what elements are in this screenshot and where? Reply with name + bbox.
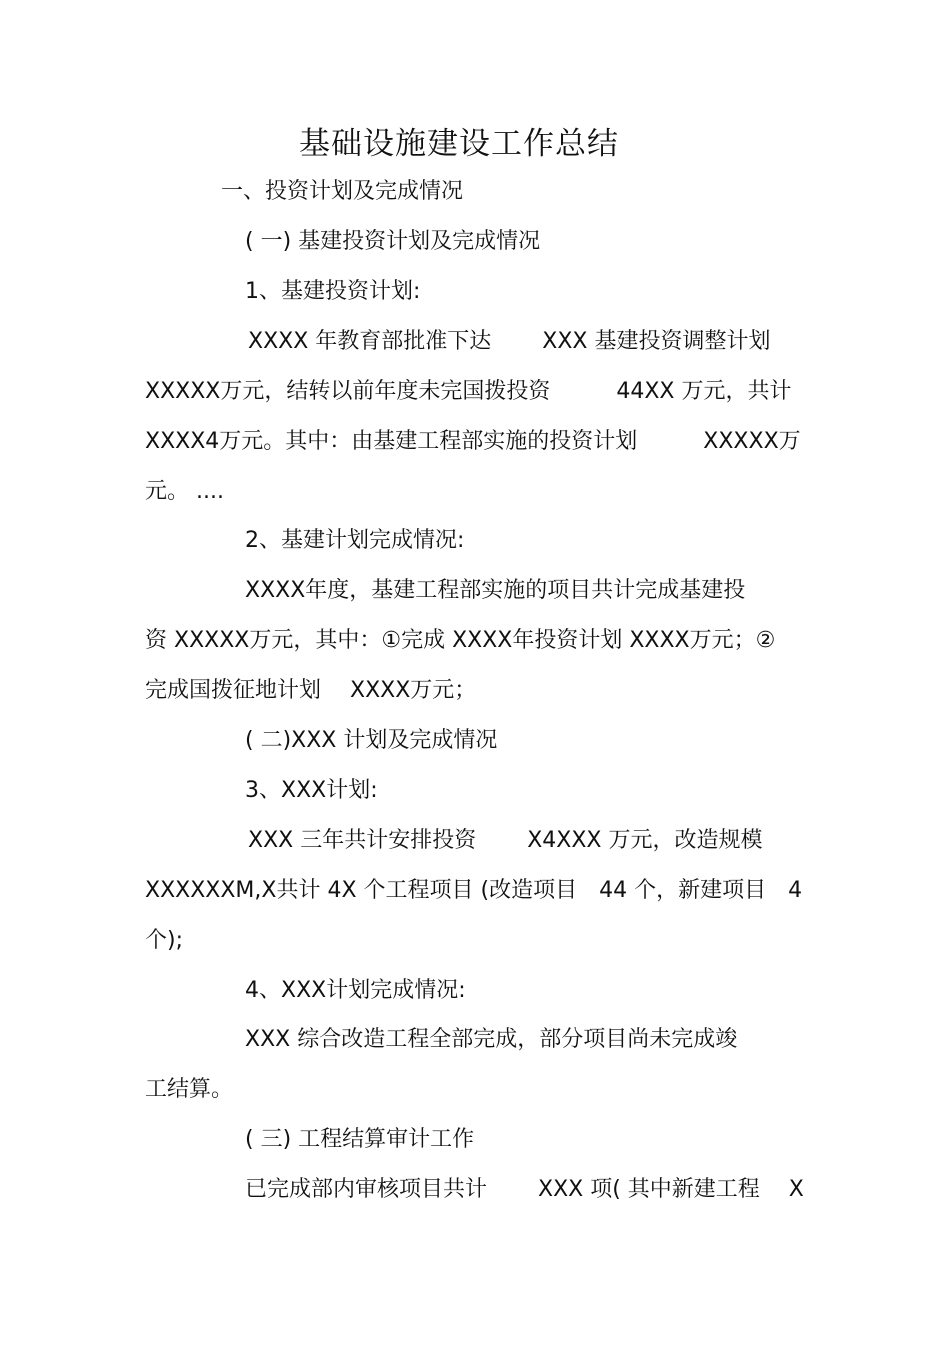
- paragraph-line: XXX 三年共计安排投资 X4XXX 万元，改造规模: [248, 828, 763, 853]
- subsection-heading-1: ( 一) 基建投资计划及完成情况: [245, 229, 541, 254]
- paragraph-line: XXXX 年教育部批准下达 XXX 基建投资调整计划: [248, 329, 771, 354]
- paragraph-line: 个);: [145, 928, 183, 953]
- item-heading-3: 3、XXX计划:: [245, 778, 378, 803]
- paragraph-line: 已完成部内审核项目共计 XXX 项( 其中新建工程 X: [245, 1177, 804, 1202]
- section-heading-1: 一、投资计划及完成情况: [221, 179, 464, 204]
- paragraph-line: 工结算。: [145, 1077, 234, 1102]
- paragraph-line: XXXXXXM,X共计 4X 个工程项目 (改造项目 44 个，新建项目 4: [145, 878, 803, 903]
- item-heading-1: 1、基建投资计划:: [245, 279, 421, 304]
- paragraph-line: 完成国拨征地计划 XXXX万元；: [145, 678, 477, 703]
- document-title: 基础设施建设工作总结: [299, 126, 619, 162]
- item-heading-2: 2、基建计划完成情况:: [245, 528, 465, 553]
- subsection-heading-2: ( 二)XXX 计划及完成情况: [245, 728, 498, 753]
- paragraph-line: XXXXX万元，结转以前年度未完国拨投资 44XX 万元，共计: [145, 379, 792, 404]
- paragraph-line: 元。 ....: [145, 479, 224, 504]
- paragraph-line: XXXX年度，基建工程部实施的项目共计完成基建投: [245, 578, 746, 603]
- paragraph-line: 资 XXXXX万元，其中：①完成 XXXX年投资计划 XXXX万元；②: [145, 628, 776, 653]
- subsection-heading-3: ( 三) 工程结算审计工作: [245, 1127, 475, 1152]
- paragraph-line: XXX 综合改造工程全部完成，部分项目尚未完成竣: [245, 1027, 738, 1052]
- paragraph-line: XXXX4万元。其中：由基建工程部实施的投资计划 XXXXX万: [145, 429, 801, 454]
- item-heading-4: 4、XXX计划完成情况:: [245, 978, 466, 1003]
